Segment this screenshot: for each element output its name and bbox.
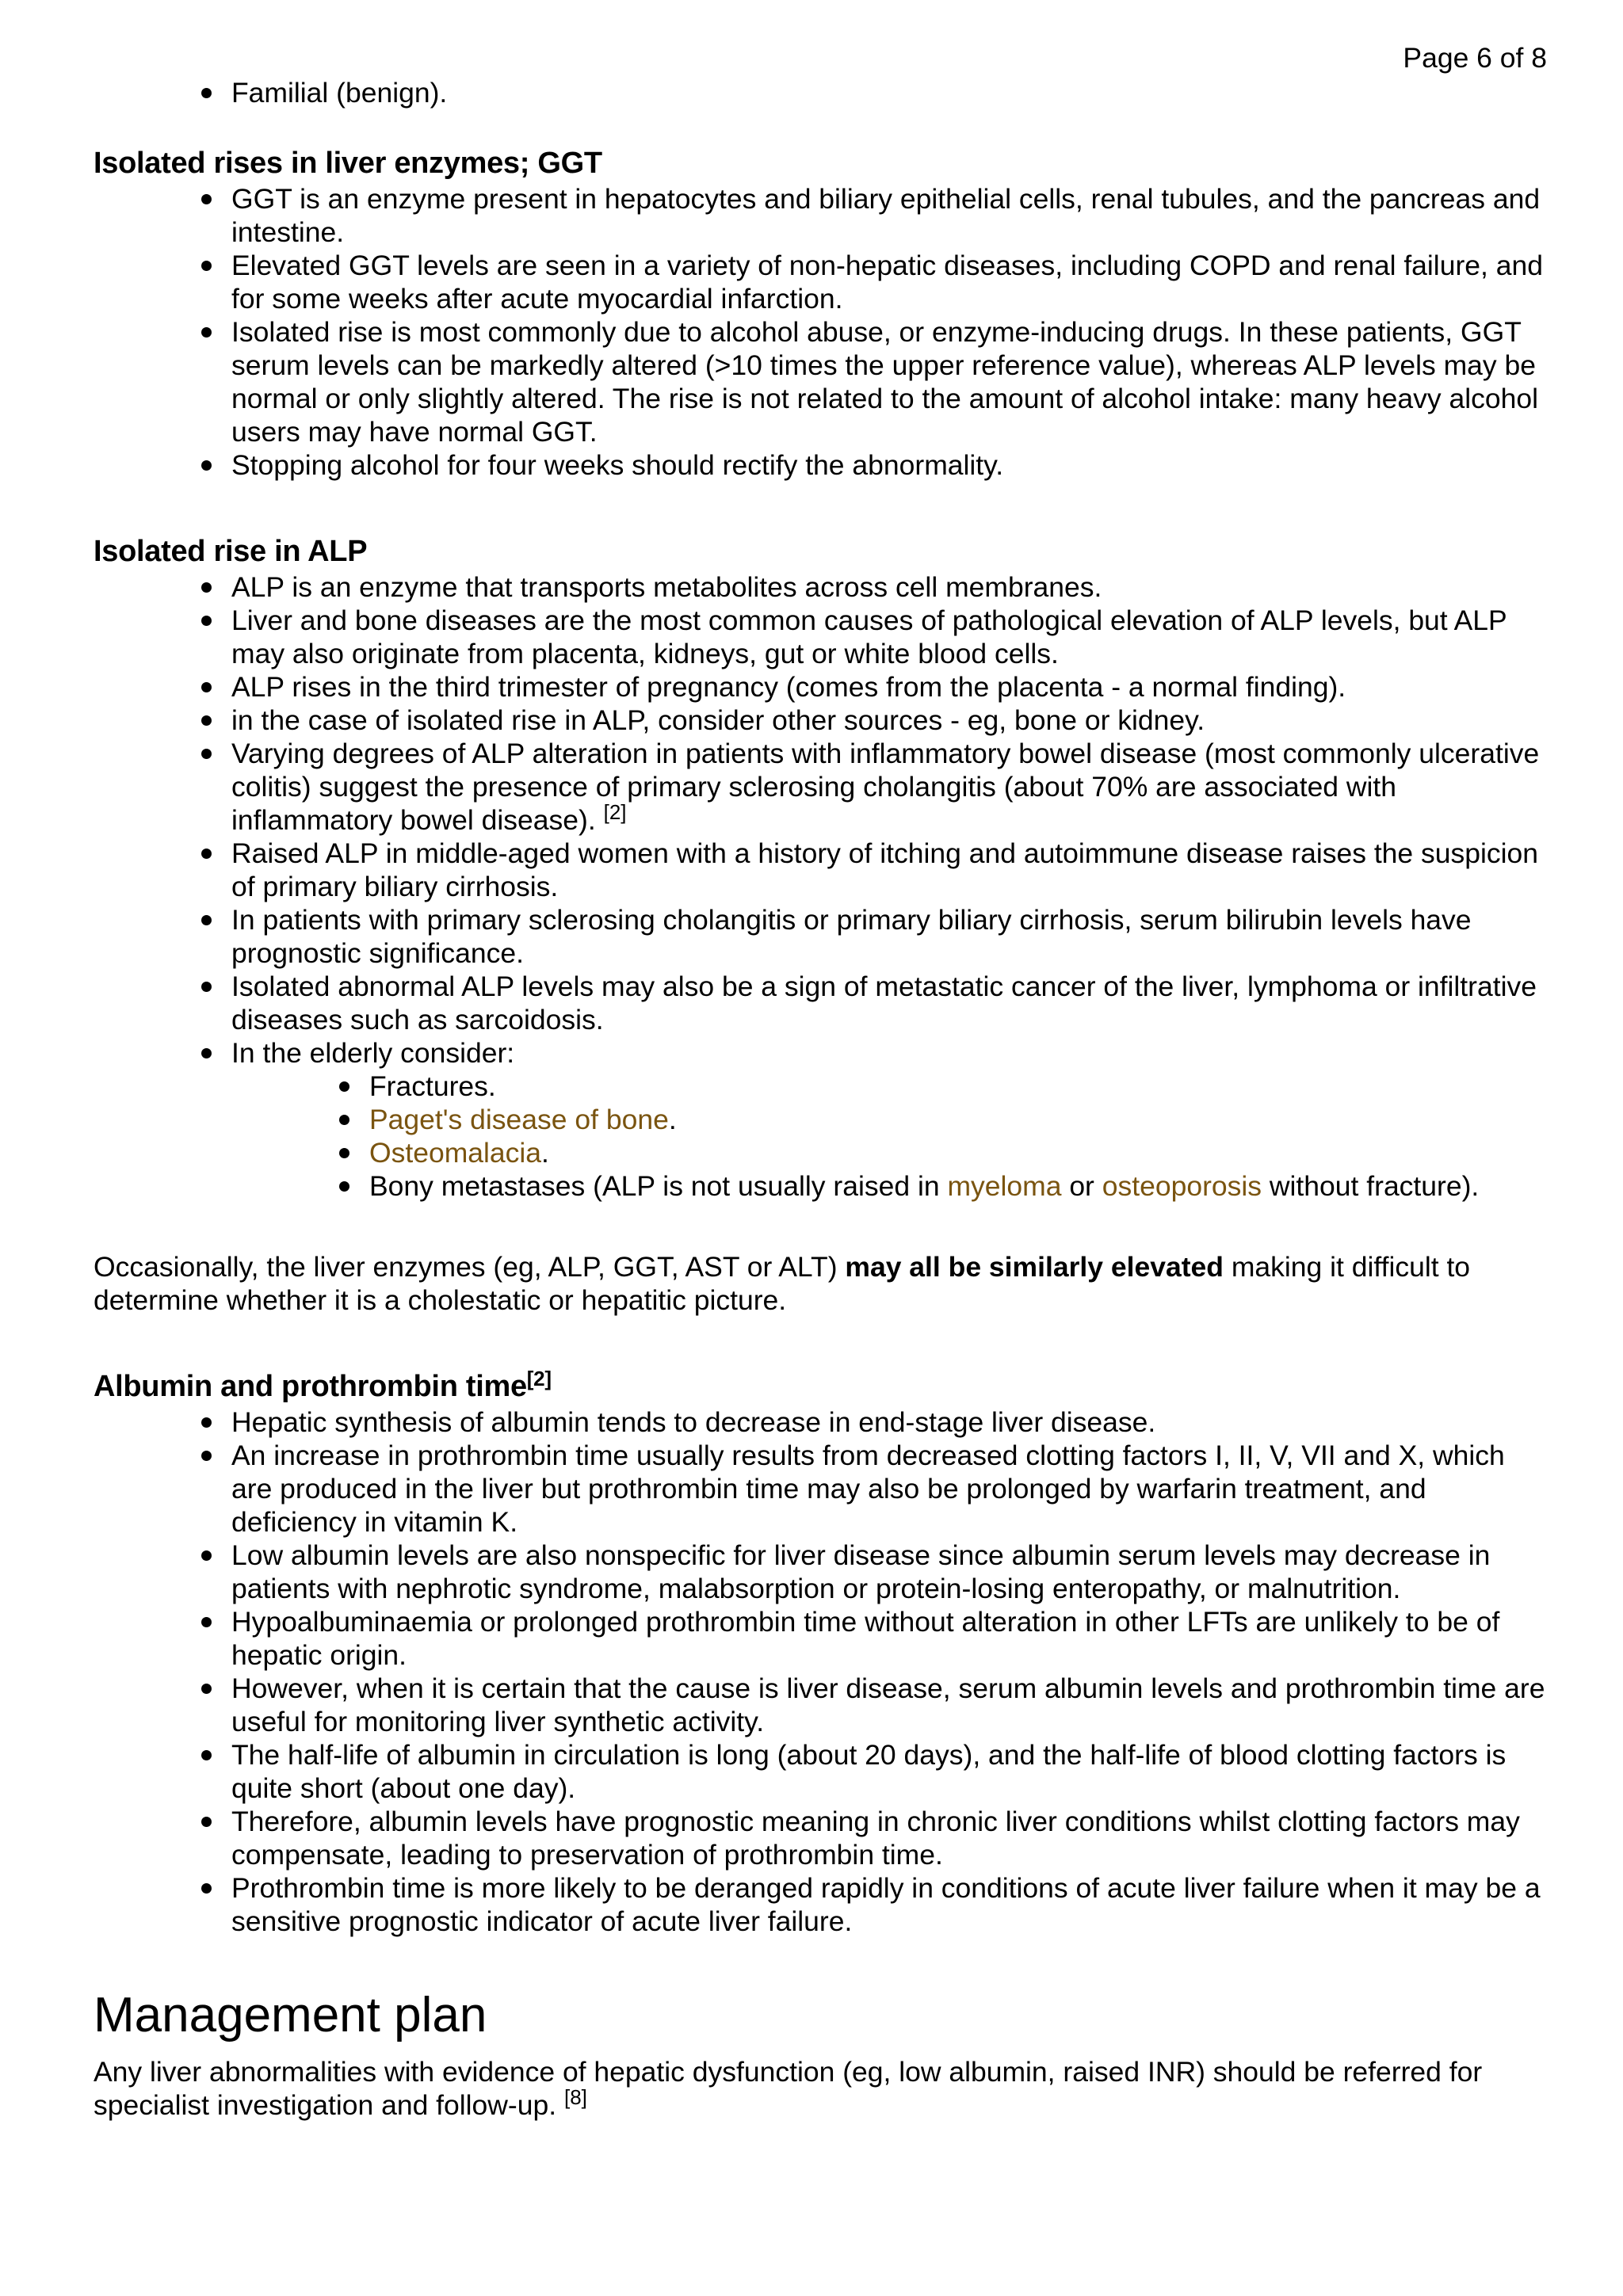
bullet-icon — [201, 915, 212, 925]
list-item: Elevated GGT levels are seen in a variety of non-hepatic diseases, including COPD and renal failure, and for some weeks after acute myocardial infarction. — [231, 249, 1552, 315]
bullet-icon — [201, 749, 212, 759]
list-item: Osteomalacia. — [369, 1136, 1552, 1169]
bullet-icon — [339, 1181, 349, 1192]
bullet-icon — [201, 849, 212, 859]
bullet-icon — [339, 1148, 349, 1158]
list-item: In patients with primary sclerosing cholangitis or primary biliary cirrhosis, serum bilirubin levels have prognostic significance. — [231, 903, 1552, 970]
reference-link[interactable]: [2] — [526, 1367, 552, 1390]
bullet-icon — [201, 1417, 212, 1428]
list-item: in the case of isolated rise in ALP, consider other sources - eg, bone or kidney. — [231, 704, 1552, 737]
intro-list — [94, 76, 1552, 109]
bullet-icon — [201, 1750, 212, 1760]
bullet-icon — [201, 1048, 212, 1058]
list-item: Therefore, albumin levels have prognostic meaning in chronic liver conditions whilst clotting factors may compensate, leading to preservation of prothrombin time. — [231, 1805, 1552, 1871]
myeloma-link[interactable]: myeloma — [947, 1170, 1062, 1202]
document-body — [94, 76, 1552, 2122]
pagets-disease-link[interactable]: Paget's disease of bone — [369, 1104, 669, 1135]
bullet-icon — [201, 1451, 212, 1461]
list-item: Low albumin levels are also nonspecific for liver disease since albumin serum levels may decrease in patients with nephrotic syndrome, malabsorption or protein-losing enteropathy, or malnutrition. — [231, 1539, 1552, 1605]
elderly-list — [231, 1070, 1552, 1203]
list-item: Hypoalbuminaemia or prolonged prothrombin time without alteration in other LFTs are unlikely to be of hepatic origin. — [231, 1605, 1552, 1672]
list-item: Hepatic synthesis of albumin tends to decrease in end-stage liver disease. — [231, 1405, 1552, 1439]
bullet-icon — [201, 261, 212, 271]
emphasis-text: may all be similarly elevated — [845, 1251, 1224, 1283]
page-number: Page 6 of 8 — [1403, 42, 1547, 74]
list-item: Prothrombin time is more likely to be deranged rapidly in conditions of acute liver failure when it may be a sensitive prognostic indicator of acute liver failure. — [231, 1871, 1552, 1938]
list-item: Bony metastases (ALP is not usually raised in myeloma or osteoporosis without fracture). — [369, 1169, 1552, 1203]
osteoporosis-link[interactable]: osteoporosis — [1102, 1170, 1262, 1202]
bullet-icon — [201, 982, 212, 992]
bullet-icon — [201, 616, 212, 626]
bullet-icon — [201, 682, 212, 692]
bullet-icon — [201, 460, 212, 471]
list-item: In the elderly consider: Fractures. Paget's disease of bone. Osteomalacia. Bony metastases (ALP is not usually raised in myeloma or osteoporosis without fracture). — [231, 1036, 1552, 1203]
list-item: Raised ALP in middle-aged women with a history of itching and autoimmune disease raises the suspicion of primary biliary cirrhosis. — [231, 837, 1552, 903]
list-item: Liver and bone diseases are the most common causes of pathological elevation of ALP levels, but ALP may also originate from placenta, kidneys, gut or white blood cells. — [231, 604, 1552, 670]
list-item: GGT is an enzyme present in hepatocytes and biliary epithelial cells, renal tubules, and the pancreas and intestine. — [231, 182, 1552, 249]
osteomalacia-link[interactable]: Osteomalacia — [369, 1137, 542, 1169]
list-item: However, when it is certain that the cause is liver disease, serum albumin levels and prothrombin time are useful for monitoring liver synthetic activity. — [231, 1672, 1552, 1738]
bullet-icon — [201, 1550, 212, 1561]
bullet-icon — [339, 1115, 349, 1125]
list-item: An increase in prothrombin time usually results from decreased clotting factors I, II, V, VII and X, which are produced in the liver but prothrombin time may also be prolonged by warfarin treatment, and deficiency in vitamin K. — [231, 1439, 1552, 1539]
bullet-icon — [201, 1617, 212, 1627]
bullet-icon — [201, 327, 212, 338]
management-paragraph: Any liver abnormalities with evidence of hepatic dysfunction (eg, low albumin, raised INR) should be referred for specialist investigation and follow-up. [8] — [94, 2056, 1483, 2121]
albumin-list — [94, 1405, 1552, 1938]
list-item: Varying degrees of ALP alteration in patients with inflammatory bowel disease (most commonly ulcerative colitis) suggest the presence of primary sclerosing cholangitis (about 70% are associated with inflammatory bowel disease). [2] — [231, 737, 1552, 837]
list-item: Familial (benign). — [231, 76, 1552, 109]
reference-link[interactable]: [8] — [563, 2085, 587, 2109]
section-heading-ggt: Isolated rises in liver enzymes; GGT — [94, 147, 602, 180]
ggt-list — [94, 182, 1552, 482]
list-item: Paget's disease of bone. — [369, 1103, 1552, 1136]
bullet-icon — [339, 1081, 349, 1092]
list-item: ALP is an enzyme that transports metabolites across cell membranes. — [231, 570, 1552, 604]
list-item: Stopping alcohol for four weeks should rectify the abnormality. — [231, 448, 1552, 482]
list-item: ALP rises in the third trimester of pregnancy (comes from the placenta - a normal finding). — [231, 670, 1552, 704]
list-item: Fractures. — [369, 1070, 1552, 1103]
bullet-icon — [201, 194, 212, 204]
bullet-icon — [201, 715, 212, 726]
section-heading-albumin: Albumin and prothrombin time[2] — [94, 1367, 552, 1403]
reference-link[interactable]: [2] — [603, 800, 627, 824]
bullet-icon — [201, 1684, 212, 1694]
bullet-icon — [201, 582, 212, 593]
list-item: Isolated rise is most commonly due to alcohol abuse, or enzyme-inducing drugs. In these patients, GGT serum levels can be markedly altered (>10 times the upper reference value), whereas ALP levels may be normal or only slightly altered. The rise is not related to the amount of alcohol intake: many heavy alcohol users may have normal GGT. — [231, 315, 1552, 448]
occasional-paragraph: Occasionally, the liver enzymes (eg, ALP, GGT, AST or ALT) may all be similarly elevated making it difficult to determine whether it is a cholestatic or hepatitic picture. — [94, 1251, 1471, 1316]
bullet-icon — [201, 88, 212, 98]
alp-list — [94, 570, 1552, 1203]
list-item: Isolated abnormal ALP levels may also be a sign of metastatic cancer of the liver, lymphoma or infiltrative diseases such as sarcoidosis. — [231, 970, 1552, 1036]
list-item: The half-life of albumin in circulation is long (about 20 days), and the half-life of blood clotting factors is quite short (about one day). — [231, 1738, 1552, 1805]
section-heading-alp: Isolated rise in ALP — [94, 535, 368, 568]
section-heading-management: Management plan — [94, 1988, 487, 2042]
bullet-icon — [201, 1817, 212, 1827]
bullet-icon — [201, 1883, 212, 1894]
